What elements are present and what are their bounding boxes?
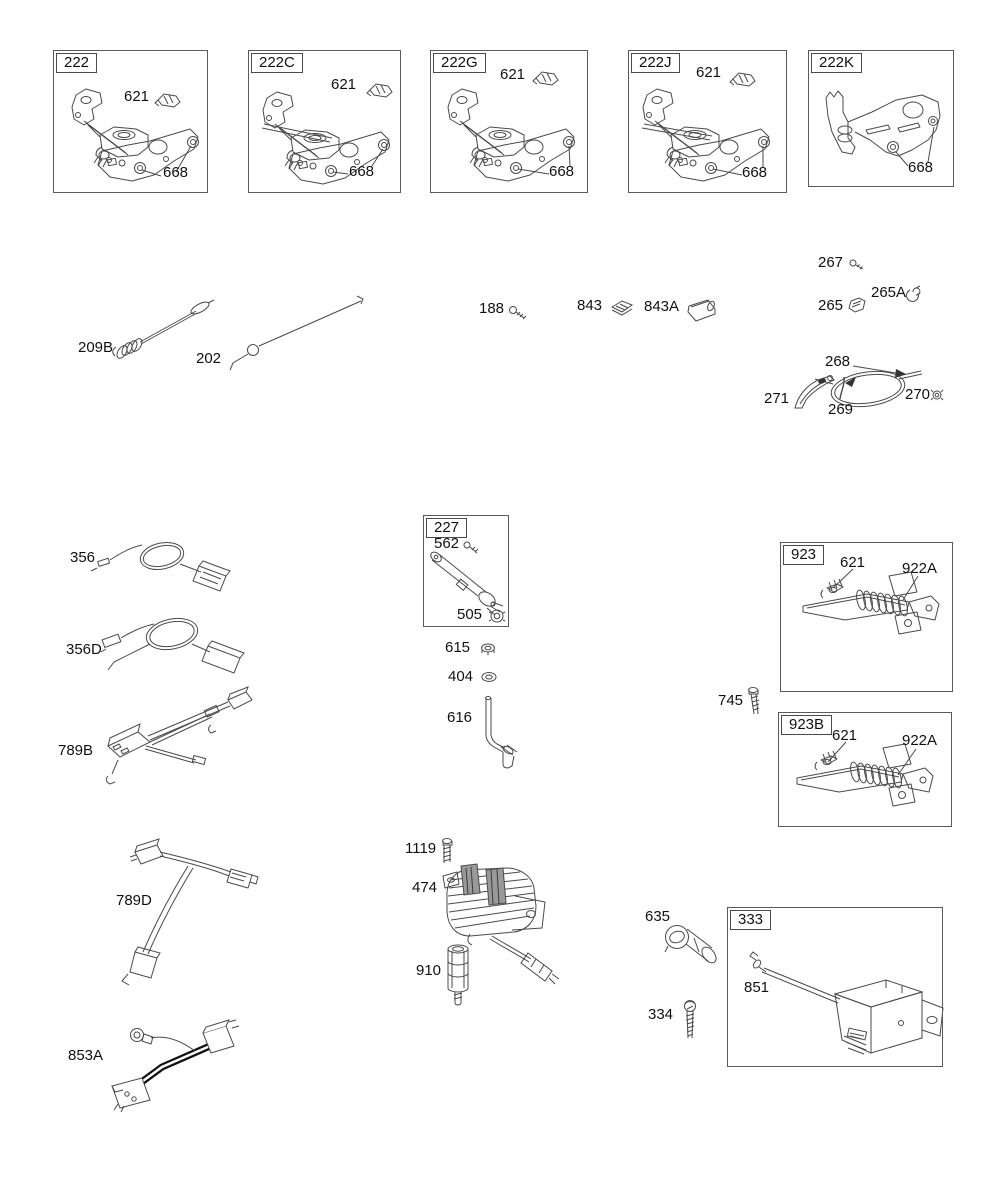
callout-270: 270 <box>905 386 931 403</box>
callout-222c-668: 668 <box>349 163 375 180</box>
group-box-222c <box>248 50 401 193</box>
callout-843: 843 <box>577 297 603 314</box>
group-box-923b <box>778 712 952 827</box>
drawing-clip-265a <box>907 286 920 301</box>
callout-202: 202 <box>196 350 222 367</box>
callout-356d: 356D <box>66 641 102 658</box>
callout-923-922a: 922A <box>902 560 938 577</box>
callout-222g-621: 621 <box>500 66 526 83</box>
callout-269: 269 <box>828 401 854 418</box>
group-label-923b: 923B <box>781 715 832 735</box>
callout-333-851: 851 <box>744 979 770 996</box>
callout-227-562: 562 <box>434 535 460 552</box>
callout-789b: 789B <box>58 742 94 759</box>
drawing-crank-616 <box>486 697 518 769</box>
drawing-clip-843 <box>612 301 632 315</box>
group-label-333: 333 <box>730 910 771 930</box>
callout-910: 910 <box>416 962 442 979</box>
drawing-harness-789d <box>122 839 258 985</box>
callout-222g-668: 668 <box>549 163 575 180</box>
callout-356: 356 <box>70 549 96 566</box>
drawing-wire-356d <box>101 614 244 673</box>
callout-209b: 209B <box>78 339 114 356</box>
callout-188: 188 <box>479 300 505 317</box>
callout-404: 404 <box>448 668 474 685</box>
callout-843a: 843A <box>644 298 680 315</box>
callout-635: 635 <box>645 908 671 925</box>
callout-227-505: 505 <box>457 606 483 623</box>
group-label-222: 222 <box>56 53 97 73</box>
callout-923b-621: 621 <box>832 727 858 744</box>
callout-222c-621: 621 <box>331 76 357 93</box>
callout-222-668: 668 <box>163 164 189 181</box>
drawing-nut-270 <box>931 390 943 400</box>
drawing-screw-1119 <box>443 839 453 864</box>
callout-222j-621: 621 <box>696 64 722 81</box>
callout-745: 745 <box>718 692 744 709</box>
drawing-harness-789b <box>106 687 252 784</box>
callout-615: 615 <box>445 639 471 656</box>
drawing-screw-267 <box>850 260 863 269</box>
drawing-bolt-334 <box>685 1001 696 1039</box>
drawing-screw-745 <box>749 688 760 715</box>
drawing-wire-356 <box>91 539 230 591</box>
drawing-clip-265 <box>849 298 865 312</box>
group-label-222c: 222C <box>251 53 303 73</box>
group-label-222k: 222K <box>811 53 862 73</box>
drawing-screw-188 <box>510 307 527 320</box>
callout-222-621: 621 <box>124 88 150 105</box>
group-label-222g: 222G <box>433 53 486 73</box>
callout-334: 334 <box>648 1006 674 1023</box>
drawing-armature-474 <box>443 864 559 984</box>
drawing-washer-404 <box>482 673 496 682</box>
drawing-sleeve-843a <box>688 300 716 321</box>
callout-222j-668: 668 <box>742 164 768 181</box>
drawing-boot-635 <box>665 926 719 966</box>
callout-265: 265 <box>818 297 844 314</box>
group-label-227: 227 <box>426 518 467 538</box>
callout-1119: 1119 <box>405 840 437 857</box>
drawing-link-202 <box>230 296 363 370</box>
callout-265a: 265A <box>871 284 907 301</box>
callout-474: 474 <box>412 879 438 896</box>
callout-923b-922a: 922A <box>902 732 938 749</box>
callout-222k-668: 668 <box>908 159 934 176</box>
drawing-stop-wire-853a <box>112 1020 239 1112</box>
drawing-nut-615 <box>482 644 495 655</box>
callout-923-621: 621 <box>840 554 866 571</box>
callout-616: 616 <box>447 709 473 726</box>
callout-853a: 853A <box>68 1047 104 1064</box>
callout-789d: 789D <box>116 892 152 909</box>
group-label-222j: 222J <box>631 53 680 73</box>
group-label-923: 923 <box>783 545 824 565</box>
callout-271: 271 <box>764 390 790 407</box>
callout-268: 268 <box>825 353 851 370</box>
callout-267: 267 <box>818 254 844 271</box>
drawing-standoff-910 <box>448 945 468 1005</box>
